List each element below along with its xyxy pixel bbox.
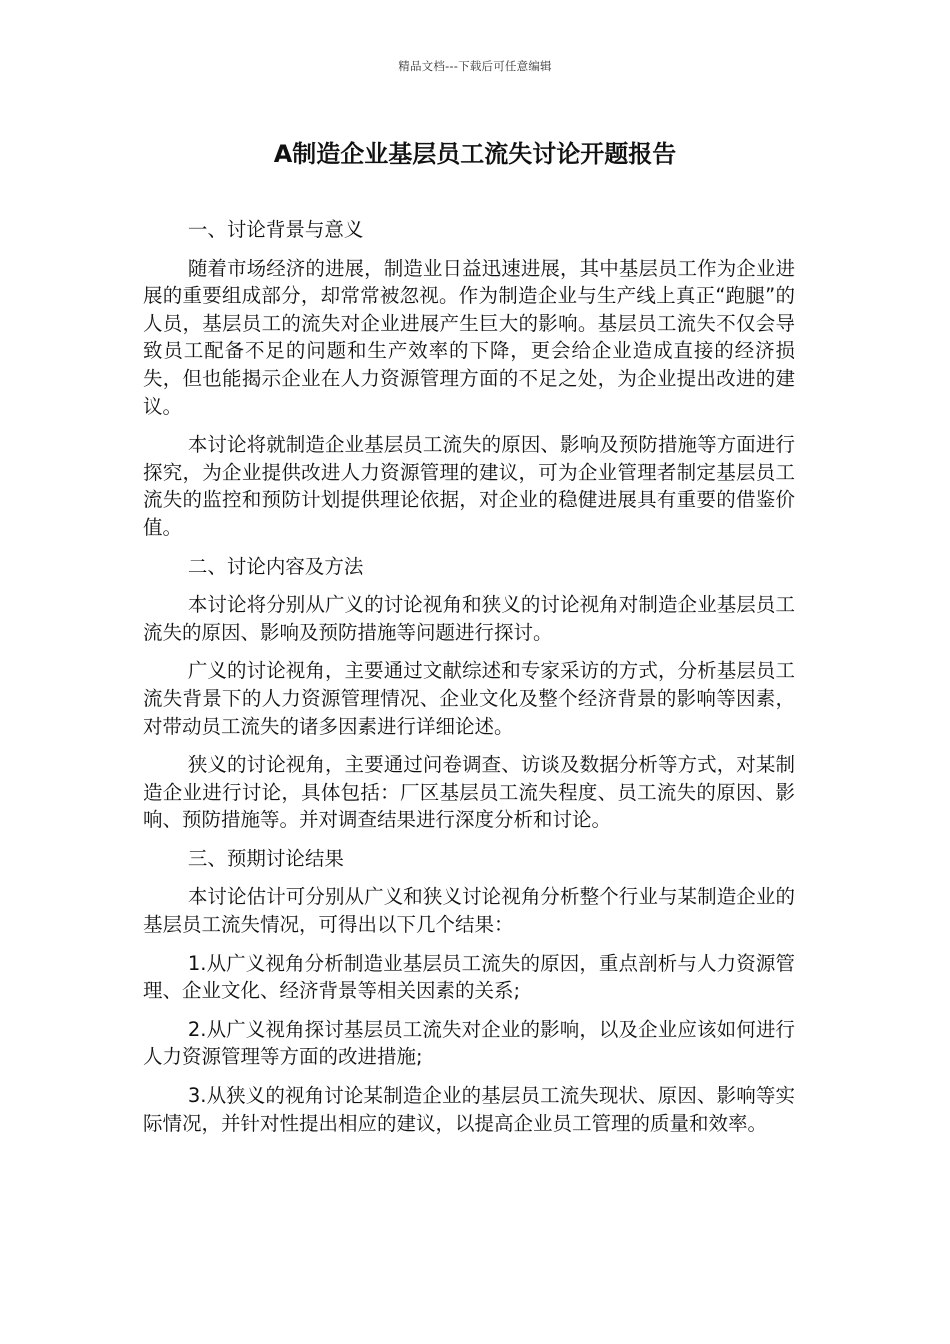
list-item: 2.从广义视角探讨基层员工流失对企业的影响，以及企业应该如何进行人力资源管理等方面的改进措施;: [143, 1017, 795, 1069]
section-heading-expected-results: 三、预期讨论结果: [187, 846, 344, 870]
section-heading-content-method: 二、讨论内容及方法: [187, 554, 364, 578]
paragraph: 本讨论估计可分别从广义和狭义讨论视角分析整个行业与某制造企业的基层员工流失情况，可得出以下几个结果：: [143, 885, 795, 937]
paragraph: 本讨论将分别从广义的讨论视角和狭义的讨论视角对制造企业基层员工流失的原因、影响及预防措施等问题进行探讨。: [143, 593, 795, 644]
paragraph: 广义的讨论视角，主要通过文献综述和专家采访的方式，分析基层员工流失背景下的人力资源管理情况、企业文化及整个经济背景的影响等因素，对带动员工流失的诸多因素进行详细论述。: [143, 659, 795, 738]
paragraph: 狭义的讨论视角，主要通过问卷调查、访谈及数据分析等方式，对某制造企业进行讨论，具体包括：厂区基层员工流失程度、员工流失的原因、影响、预防措施等。并对调查结果进行深度分析和讨论。: [143, 753, 795, 832]
section-heading-background: 一、讨论背景与意义: [187, 218, 364, 241]
header-note: 精品文档---下载后可任意编辑: [398, 59, 552, 73]
document-title: A制造企业基层员工流失讨论开题报告: [273, 140, 677, 168]
list-item: 1.从广义视角分析制造业基层员工流失的原因，重点剖析与人力资源管理、企业文化、经济背景等相关因素的关系;: [143, 951, 795, 1003]
list-item: 3.从狭义的视角讨论某制造企业的基层员工流失现状、原因、影响等实际情况，并针对性提出相应的建议，以提高企业员工管理的质量和效率。: [143, 1084, 795, 1135]
paragraph: 随着市场经济的进展，制造业日益迅速进展，其中基层员工作为企业进展的重要组成部分，却常常被忽视。作为制造企业与生产线上真正“跑腿”的人员，基层员工的流失对企业进展产生巨大的影响。基层员工流失不仅会导致员工配备不足的问题和生产效率的下降，更会给企业造成直接的经济损失，但也能揭示企业在人力资源管理方面的不足之处，为企业提出改进的建议。: [143, 256, 795, 418]
document-body: [143, 216, 795, 1148]
paragraph: 本讨论将就制造企业基层员工流失的原因、影响及预防措施等方面进行探究，为企业提供改进人力资源管理的建议，可为企业管理者制定基层员工流失的监控和预防计划提供理论依据，对企业的稳健进展具有重要的借鉴价值。: [143, 433, 795, 539]
